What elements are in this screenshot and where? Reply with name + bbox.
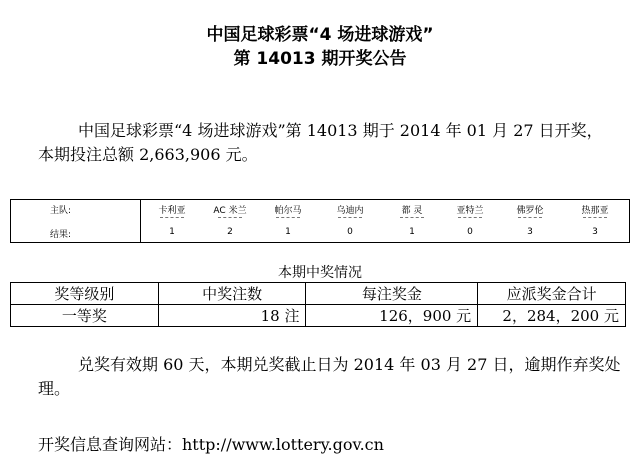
intro-line-1: 中国足球彩票“4 场进球游戏”第 14013 期于 2014 年 01 月 27 日开奖， (78, 121, 603, 140)
result-5: 1 (409, 227, 415, 237)
home-label: 主队: (50, 206, 72, 216)
team-7: 佛罗伦 (516, 206, 544, 216)
header-prize: 每注奖金 (306, 283, 478, 305)
result-label: 结果: (50, 230, 72, 240)
team-2: AC 米兰 (213, 206, 247, 216)
header-count: 中奖注数 (158, 283, 306, 305)
announcement-issue-title: 第 14013 期开奖公告 (233, 49, 407, 69)
prize-total: 2，284，200 元 (478, 305, 626, 327)
website-line: 开奖信息查询网站：http://www.lottery.gov.cn (38, 435, 384, 454)
prize-level: 一等奖 (11, 305, 159, 327)
intro-paragraph (38, 119, 630, 167)
result-3: 1 (285, 227, 291, 237)
prize-per-ticket: 126，900 元 (306, 305, 478, 327)
team-1: 卡利亚 (158, 206, 186, 216)
prize-table (10, 282, 626, 327)
team-5: 都 灵 (401, 206, 423, 216)
intro-line-2: 本期投注总额 2,663,906 元。 (38, 145, 258, 164)
team-6: 亚特兰 (456, 206, 484, 216)
header-level: 奖等级别 (11, 283, 159, 305)
result-1: 1 (169, 227, 175, 237)
validity-notice: 兑奖有效期 60 天，本期兑奖截止日为 2014 年 03 月 27 日，逾期作弃奖处理。 (38, 355, 621, 398)
prize-table-caption: 本期中奖情况 (278, 265, 362, 281)
result-7: 3 (527, 227, 533, 237)
table-row (11, 305, 626, 327)
team-8: 热那亚 (581, 206, 609, 216)
result-2: 2 (227, 227, 233, 237)
prize-table-header (11, 283, 626, 305)
result-4: 0 (347, 227, 353, 237)
result-8: 3 (592, 227, 598, 237)
team-3: 帕尔马 (274, 206, 302, 216)
match-result-table (10, 199, 630, 243)
announcement-title: 中国足球彩票“4 场进球游戏” (206, 25, 434, 45)
winner-count: 18 注 (158, 305, 306, 327)
header-total: 应派奖金合计 (478, 283, 626, 305)
team-4: 乌迪内 (336, 206, 364, 216)
result-6: 0 (467, 227, 473, 237)
